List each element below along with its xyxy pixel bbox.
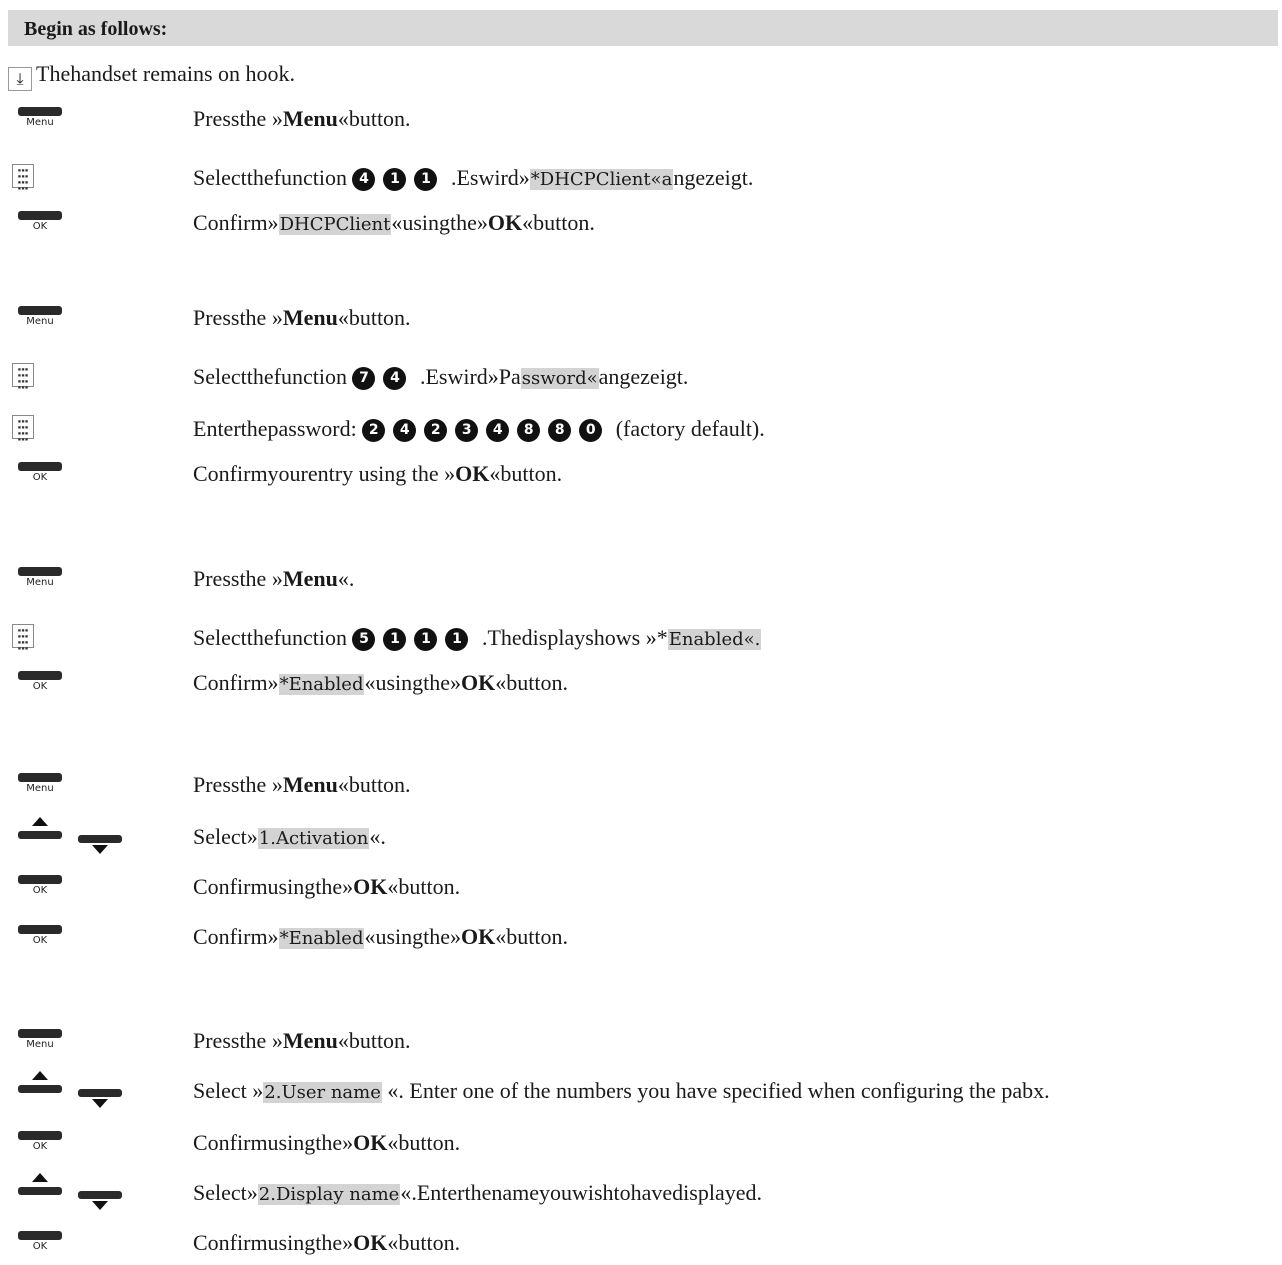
digit-key-icon: 3 [455,419,478,442]
text-run: «button. [337,1028,411,1053]
step-row [0,616,1282,660]
digit-key-icon: 1 [383,168,406,191]
text-run: «. Enter one of the numbers you have specified when configuring the pabx. [381,1078,1050,1103]
button-name: Menu [282,772,338,797]
text-run: «button. [337,106,411,131]
step-row [0,1171,1282,1215]
digit-key-icon: 5 [352,628,375,651]
step-text [193,915,568,961]
button-name: OK [487,210,523,235]
display-text: 2.User name [264,1082,381,1103]
section-header: Begin as follows: [8,10,1278,46]
step-text [193,557,354,601]
button-name: Menu [282,1028,338,1053]
text-run: «button. [495,670,569,695]
digit-key-icon: 4 [352,168,375,191]
step-text [193,1171,762,1217]
ok-softkey-icon: OK [12,1121,172,1165]
ok-softkey-icon: OK [12,201,172,245]
step-row [0,201,1282,245]
step-text [193,815,386,861]
menu-softkey-icon: Menu [12,296,172,340]
ok-softkey-icon: OK [12,1221,172,1265]
button-name: OK [455,461,490,486]
text-run: Confirmusingthe» [193,874,354,899]
text-run: Pressthe » [193,305,283,330]
keypad-icon: ▪▪▪ ▪▪▪ ▪▪▪ ▪▪▪ [12,156,172,200]
text-run: .Thedisplayshows »* [476,625,668,650]
text-run: Confirm» [193,670,279,695]
menu-softkey-icon: Menu [12,1019,172,1063]
ok-softkey-icon: OK [12,915,172,959]
digit-key-icon: 8 [517,419,540,442]
display-text: 1.Activation [258,828,369,849]
text-run: Enterthepassword: [193,416,363,441]
text-run: Confirmyourentry using the » [193,461,456,486]
keypad-icon: ▪▪▪ ▪▪▪ ▪▪▪ ▪▪▪ [12,407,172,451]
digit-key-icon: 1 [414,168,437,191]
digit-key-icon: 4 [393,419,416,442]
text-run: Confirmusingthe» [193,1230,354,1255]
step-row [0,156,1282,200]
digit-key-icon: 8 [548,419,571,442]
step-row [0,407,1282,451]
text-run: «. [337,566,355,591]
keypad-icon: ▪▪▪ ▪▪▪ ▪▪▪ ▪▪▪ [12,616,172,660]
display-text: 2.Display name [258,1184,400,1205]
button-name: Menu [282,566,338,591]
display-text: Enabled«. [668,629,761,650]
text-run: Select» [193,824,258,849]
navigation-keys-icon [12,815,172,859]
text-run: angezeigt. [598,364,689,389]
step-text [193,616,761,662]
step-row [0,865,1282,909]
ok-softkey-icon: OK [12,661,172,705]
step-text [193,763,411,807]
text-run: «button. [495,924,569,949]
text-run: «button. [337,305,411,330]
step-text [193,1019,411,1063]
text-run: Selectthefunction [193,165,353,190]
step-row [0,1019,1282,1063]
text-run: Pressthe » [193,772,283,797]
step-row [0,557,1282,601]
step-text [193,1221,460,1265]
display-text: *Enabled [279,674,364,695]
step-text [193,407,765,451]
intro-line [8,56,295,92]
digit-key-icon: 4 [383,367,406,390]
step-text [193,1121,460,1165]
text-run: Confirm» [193,924,279,949]
step-text [193,452,562,496]
menu-softkey-icon: Menu [12,557,172,601]
step-row [0,1121,1282,1165]
display-text: *DHCPClient«a [530,169,673,190]
step-row [0,296,1282,340]
text-run: .Eswird»Pa [414,364,521,389]
step-row [0,763,1282,807]
text-run: «.Enterthenameyouwishtohavedisplayed. [400,1180,762,1205]
step-row [0,355,1282,399]
step-row [0,661,1282,705]
step-text [193,296,411,340]
text-run: Selectthefunction [193,364,353,389]
step-text [193,355,688,401]
digit-key-icon: 2 [424,419,447,442]
button-name: OK [353,1130,388,1155]
menu-softkey-icon: Menu [12,763,172,807]
button-name: OK [353,874,388,899]
step-row [0,915,1282,959]
digit-key-icon: 2 [362,419,385,442]
ok-softkey-icon: OK [12,865,172,909]
digit-key-icon: 7 [352,367,375,390]
keypad-icon: ▪▪▪ ▪▪▪ ▪▪▪ ▪▪▪ [12,355,172,399]
text-run: «button. [387,1130,461,1155]
button-name: Menu [282,305,338,330]
step-text [193,661,568,707]
button-name: OK [461,670,496,695]
display-text: DHCPClient [279,214,391,235]
digit-key-icon: 1 [383,628,406,651]
step-row [0,452,1282,496]
text-run: «button. [522,210,595,235]
text-run: «button. [387,874,461,899]
text-run: (factory default). [610,416,765,441]
text-run: ngezeigt. [673,165,754,190]
navigation-keys-icon [12,1171,172,1215]
button-name: OK [461,924,496,949]
text-run: Pressthe » [193,106,283,131]
step-text [193,865,460,909]
text-run: «. [369,824,386,849]
step-text [193,201,595,247]
text-run: Confirmusingthe» [193,1130,354,1155]
text-run: «usingthe» [391,210,488,235]
text-run: .Eswird» [445,165,530,190]
step-row [0,1221,1282,1265]
step-row [0,1069,1282,1113]
ok-softkey-icon: OK [12,452,172,496]
text-run: Pressthe » [193,1028,283,1053]
text-run: «button. [387,1230,461,1255]
button-name: OK [353,1230,388,1255]
intro-text: Thehandset remains on hook. [36,61,296,86]
display-text: *Enabled [279,928,364,949]
step-text [193,156,753,202]
text-run: Pressthe » [193,566,283,591]
text-run: «button. [489,461,563,486]
text-run: «usingthe» [364,924,462,949]
step-text [193,97,411,141]
display-text: ssword« [521,368,598,389]
digit-key-icon: 4 [486,419,509,442]
text-run: Confirm» [193,210,279,235]
text-run: Select » [193,1078,264,1103]
digit-key-icon: 0 [579,419,602,442]
text-run: «button. [337,772,411,797]
digit-key-icon: 1 [445,628,468,651]
button-name: Menu [282,106,338,131]
navigation-keys-icon [12,1069,172,1113]
digit-key-icon: 1 [414,628,437,651]
text-run: Selectthefunction [193,625,353,650]
step-row [0,97,1282,141]
menu-softkey-icon: Menu [12,97,172,141]
step-row [0,815,1282,859]
text-run: «usingthe» [364,670,462,695]
text-run: Select» [193,1180,258,1205]
hook-icon: ⤓ [8,67,32,91]
step-text [193,1069,1050,1115]
